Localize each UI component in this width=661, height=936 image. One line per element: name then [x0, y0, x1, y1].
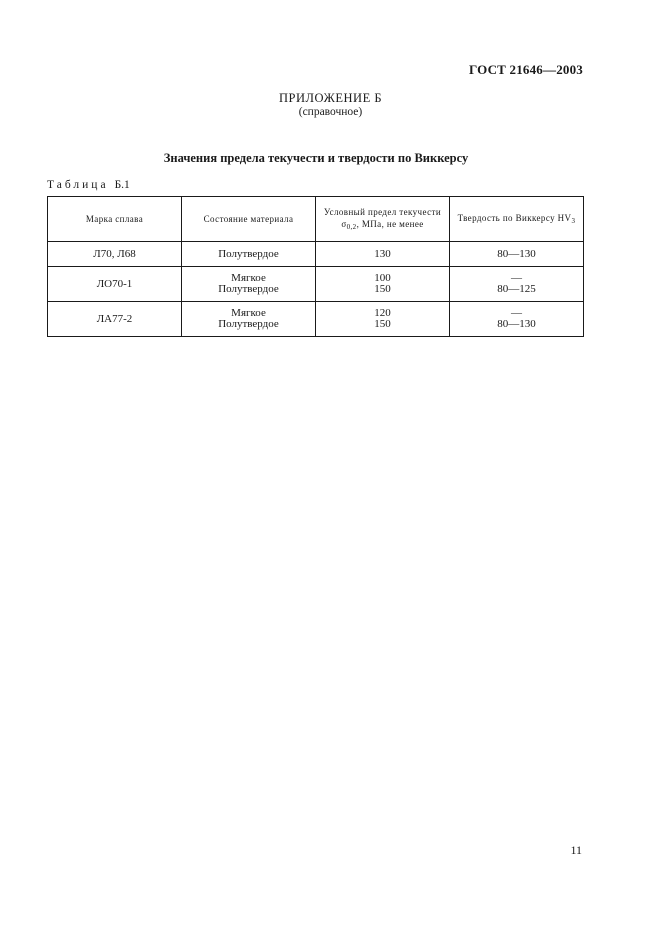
- cell-alloy: Л70, Л68: [48, 242, 182, 267]
- cell-state: [182, 302, 316, 337]
- cell-alloy: ЛО70-1: [48, 267, 182, 302]
- cell-hardness-value: 80—130: [497, 247, 536, 260]
- appendix-heading: [0, 91, 661, 119]
- cell-state-value: Мягкое: [231, 307, 266, 319]
- cell-hardness: [450, 242, 584, 267]
- cell-yield-value: 150: [374, 283, 391, 295]
- properties-table: [47, 196, 584, 337]
- cell-hardness-value: —: [511, 272, 522, 284]
- table-row: [48, 242, 584, 267]
- cell-hardness-value: 80—130: [497, 318, 536, 330]
- table-caption-word: Таблица: [47, 179, 109, 191]
- header-yield-line2: , МПа, не менее: [356, 218, 424, 229]
- cell-yield-value: 100: [374, 272, 391, 284]
- cell-yield: [316, 302, 450, 337]
- cell-state-value: Мягкое: [231, 272, 266, 284]
- table-caption: [47, 179, 130, 191]
- table-caption-number: Б.1: [114, 179, 130, 191]
- cell-yield-value: 120: [374, 307, 391, 319]
- appendix-subtitle: (справочное): [298, 106, 363, 118]
- header-yield-subscript: 0,2: [346, 222, 357, 231]
- table-header-row: [48, 197, 584, 242]
- document-code: ГОСТ 21646—2003: [468, 62, 583, 77]
- header-alloy-grade: Марка сплава: [48, 197, 182, 242]
- cell-hardness-value: 80—125: [497, 283, 536, 295]
- cell-hardness-value: —: [511, 307, 522, 319]
- page-number: 11: [570, 843, 582, 857]
- header-material-state: Состояние материала: [182, 197, 316, 242]
- cell-state-value: Полутвердое: [218, 247, 279, 260]
- table-row: [48, 302, 584, 337]
- cell-yield-value: 150: [374, 318, 391, 330]
- cell-yield: [316, 267, 450, 302]
- header-yield-line1: Условный предел текучести: [323, 206, 442, 217]
- header-hardness: [450, 197, 584, 242]
- cell-state-value: Полутвердое: [218, 318, 279, 330]
- cell-state: [182, 242, 316, 267]
- cell-hardness: [450, 302, 584, 337]
- cell-alloy: ЛА77-2: [48, 302, 182, 337]
- section-heading: Значения предела текучести и твердости по Виккерсу: [163, 151, 469, 165]
- cell-yield-value: 130: [374, 247, 391, 260]
- table-row: [48, 267, 584, 302]
- header-yield-strength: [316, 197, 450, 242]
- header-hardness-text: Твердость по Виккерсу HV: [457, 212, 572, 223]
- cell-state: [182, 267, 316, 302]
- cell-state-value: Полутвердое: [218, 283, 279, 295]
- cell-yield: [316, 242, 450, 267]
- appendix-title: ПРИЛОЖЕНИЕ Б: [278, 91, 383, 105]
- header-yield-symbol: σ: [341, 218, 347, 229]
- cell-hardness: [450, 267, 584, 302]
- header-hardness-subscript: 3: [571, 216, 576, 225]
